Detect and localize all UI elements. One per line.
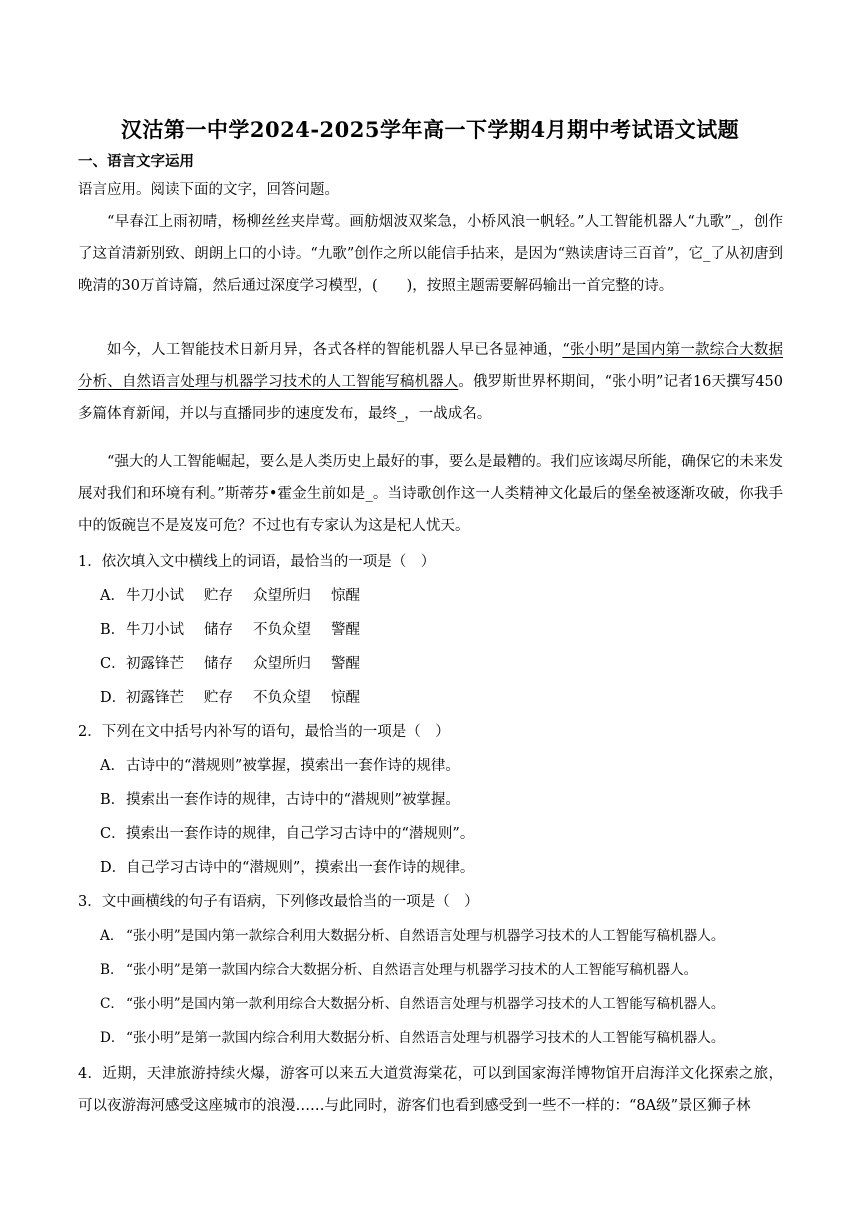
passage-paragraph-1: “早春江上雨初晴，杨柳丝丝夹岸莺。画舫烟波双桨急，小桥风浪一帆轻。”人工智能机器人“九歌”_，创作了这首清新别致、朗朗上口的小诗。“九歌”创作之所以能信手拈来，是因为“熟读唐诗三百首”，它_了从初唐到晚清的30万首诗篇，然后通过深度学习模型，( )，按照主题需要解码输出一首完整的诗。 [78,214,783,294]
question-1-stem: 1．依次填入文中横线上的词语，最恰当的一项是（ ） [78,554,436,570]
question-1-option-b: B．牛刀小试 储存 不负众望 警醒 [100,622,360,638]
question-2-stem: 2．下列在文中括号内补写的语句，最恰当的一项是（ ） [78,724,450,740]
question-3-stem: 3．文中画横线的句子有语病，下列修改最恰当的一项是（ ） [78,894,479,910]
question-3-option-b: B． “张小明”是第一款国内综合大数据分析、自然语言处理与机器学习技术的人工智能写稿机器人。 [100,962,698,978]
question-1-option-a: A．牛刀小试 贮存 众望所归 惊醒 [100,588,360,604]
page-title: 汉沽第一中学2024-2025学年高一下学期4月期中考试语文试题 [120,117,740,142]
passage-text: 。俄罗斯世界杯期间，“张小明”记者16天撰写450多篇体育新闻，并以与直播同步的速度发布，最终_，一战成名。 [78,374,783,422]
question-1-option-c: C．初露锋芒 储存 众望所归 警醒 [100,656,360,672]
passage-intro: 语言应用。阅读下面的文字，回答问题。 [78,182,339,198]
question-1-option-d: D．初露锋芒 贮存 不负众望 惊醒 [100,690,360,706]
question-2-option-a: A．古诗中的“潜规则”被掌握，摸索出一套作诗的规律。 [100,758,460,774]
section-heading: 一、语言文字运用 [78,154,194,170]
question-2-option-d: D．自己学习古诗中的“潜规则”，摸索出一套作诗的规律。 [100,860,475,876]
question-3-option-a: A． “张小明”是国内第一款综合利用大数据分析、自然语言处理与机器学习技术的人工智能写稿机器人。 [100,928,725,944]
passage-text: 如今，人工智能技术日新月异，各式各样的智能机器人早已各显神通， [107,342,563,358]
underlined-sentence: “张小明”是国内第一款综合大数据分析、自然语言处理与机器学习技术的人工智能写稿机器人 [78,342,783,390]
question-3-option-c: C． “张小明”是国内第一款利用综合大数据分析、自然语言处理与机器学习技术的人工智能写稿机器人。 [100,996,725,1012]
question-2-option-b: B．摸索出一套作诗的规律，古诗中的“潜规则”被掌握。 [100,792,460,808]
question-2-option-c: C．摸索出一套作诗的规律，自己学习古诗中的“潜规则”。 [100,826,475,842]
question-4-stem: 4．近期，天津旅游持续火爆，游客可以来五大道赏海棠花，可以到国家海洋博物馆开启海洋文化探索之旅，可以夜游海河感受这座城市的浪漫……与此同时，游客们也看到感受到一些不一样的：“8A级”景区狮子林 [78,1066,783,1114]
passage-paragraph-2 [78,334,783,430]
passage-paragraph-3: “强大的人工智能崛起，要么是人类历史上最好的事，要么是最糟的。我们应该竭尽所能，确保它的未来发展对我们和环境有利。”斯蒂芬•霍金生前如是_。当诗歌创作这一人类精神文化最后的堡垒被逐渐攻破，你我手中的饭碗岂不是岌岌可危？不过也有专家认为这是杞人忧天。 [78,454,783,534]
question-3-option-d: D． “张小明”是第一款国内综合利用大数据分析、自然语言处理与机器学习技术的人工智能写稿机器人。 [100,1030,725,1046]
